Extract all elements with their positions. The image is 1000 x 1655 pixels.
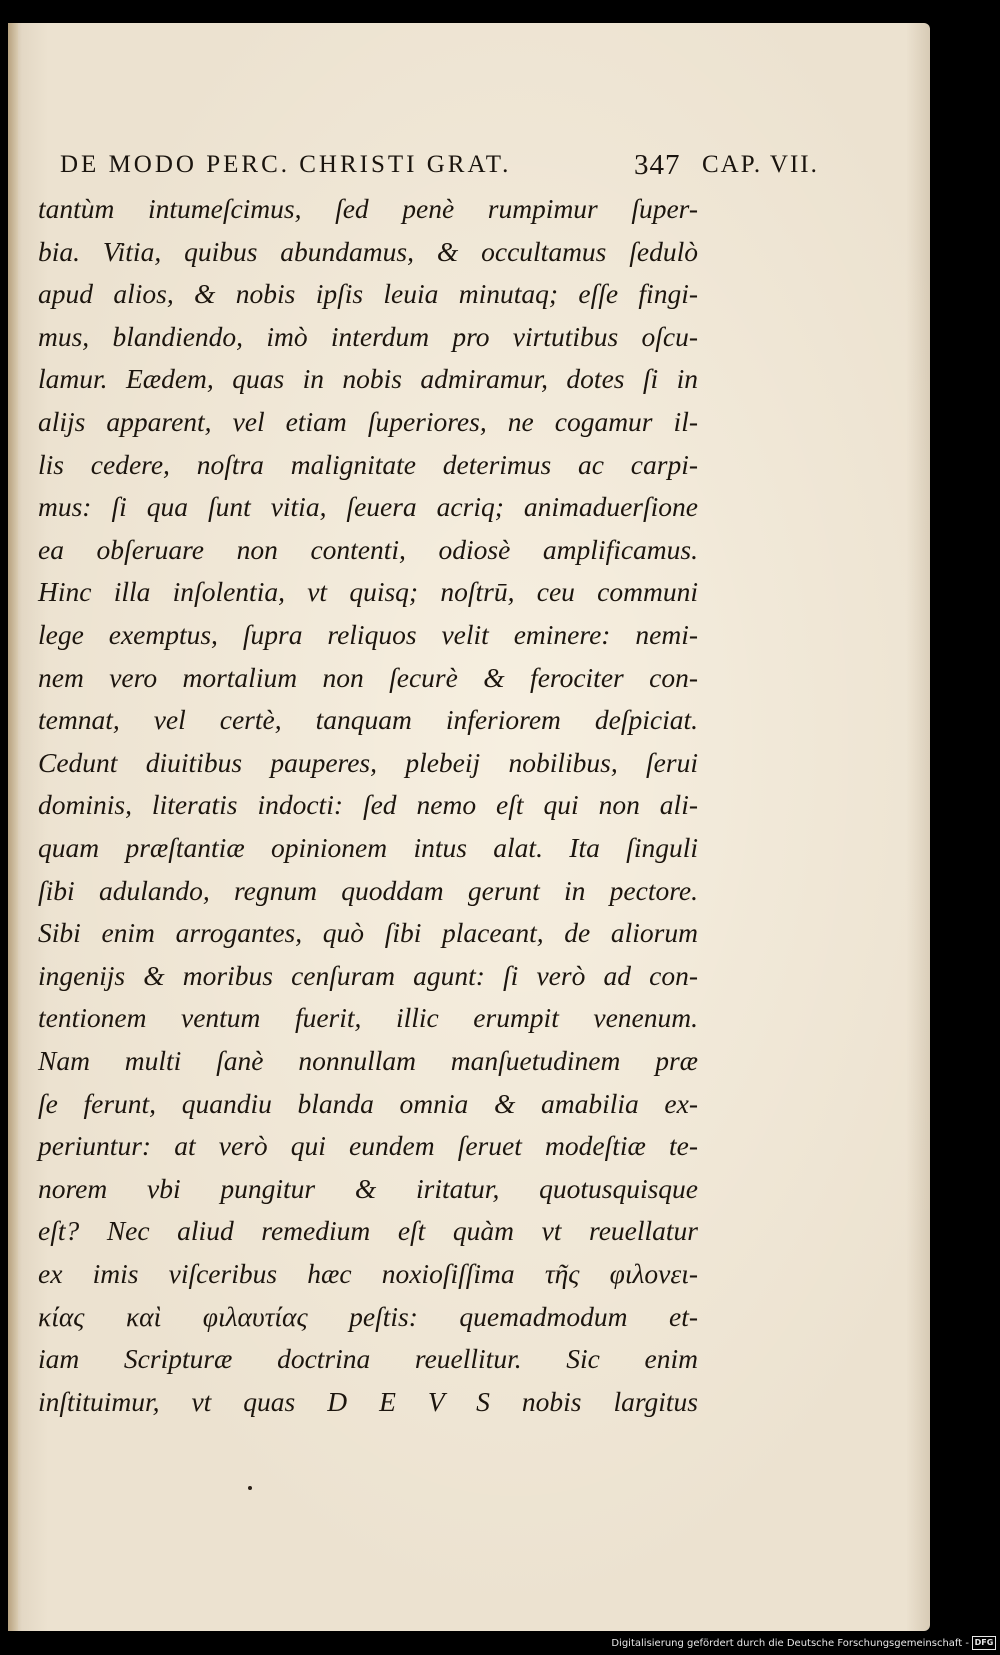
text-line: eſt? Nec aliud remedium eſt quàm vt reuellatur xyxy=(38,1215,698,1247)
text-line: norem vbi pungitur & iritatur, quotusquisque xyxy=(38,1172,698,1204)
text-line: iam Scripturæ doctrina reuellitur. Sic enim xyxy=(38,1343,698,1375)
text-line: κίας καὶ φιλαυτίας peſtis: quemadmodum et- xyxy=(38,1300,698,1332)
page-binding-edge xyxy=(8,23,18,1631)
text-line: inſtituimur, vt quas D E V S nobis largitus xyxy=(38,1385,698,1417)
text-line: temnat, vel certè, tanquam inferiorem deſpiciat. xyxy=(38,704,698,736)
text-line: bia. Vitia, quibus abundamus, & occultamus ſedulò xyxy=(38,235,698,267)
text-line: lamur. Eædem, quas in nobis admiramur, dotes ſi in xyxy=(38,363,698,395)
body-text xyxy=(38,189,698,1417)
footer-credit: Digitalisierung gefördert durch die Deutsche Forschungsgemeinschaft - xyxy=(611,1637,969,1649)
page-number: 347 xyxy=(634,149,681,181)
text-line: alijs apparent, vel etiam ſuperiores, ne cogamur il- xyxy=(38,406,698,437)
text-line: Hinc illa inſolentia, vt quisq; noſtrū, ceu communi xyxy=(38,576,698,608)
ink-speck xyxy=(248,1486,252,1490)
text-line: dominis, literatis indocti: ſed nemo eſt qui non ali- xyxy=(38,789,698,821)
text-line: Sibi enim arrogantes, quò ſibi placeant, de aliorum xyxy=(38,917,698,949)
text-line: ex imis viſceribus hæc noxioſiſſima τῆς φιλονει- xyxy=(38,1258,698,1289)
text-line: ſe ferunt, quandiu blanda omnia & amabilia ex- xyxy=(38,1087,698,1119)
text-line: periuntur: at verò qui eundem ſeruet modeſtiæ te- xyxy=(38,1130,698,1162)
text-line: ſibi adulando, regnum quoddam gerunt in pectore. xyxy=(38,874,698,906)
text-line: nem vero mortalium non ſecurè & ferociter con- xyxy=(38,661,698,693)
text-line: Nam multi ſanè nonnullam manſuetudinem præ xyxy=(38,1045,698,1076)
text-line: ingenijs & moribus cenſuram agunt: ſi verò ad con- xyxy=(38,959,698,991)
book-page xyxy=(8,23,930,1631)
running-title: DE MODO PERC. CHRISTI GRAT. xyxy=(60,151,512,178)
text-line: ea obſeruare non contenti, odiosè amplificamus. xyxy=(38,533,698,565)
text-line: apud alios, & nobis ipſis leuia minutaq; eſſe fingi- xyxy=(38,278,698,310)
text-line: tentionem ventum fuerit, illic erumpit venenum. xyxy=(38,1002,698,1034)
text-line: Cedunt diuitibus pauperes, plebeij nobilibus, ſerui xyxy=(38,746,698,778)
text-line: mus, blandiendo, imò interdum pro virtutibus oſcu- xyxy=(38,320,698,352)
text-line: lis cedere, noſtra malignitate deterimus ac carpi- xyxy=(38,448,698,480)
dfg-logo-icon: DFG xyxy=(972,1636,996,1650)
chapter-heading: CAP. VII. xyxy=(702,151,819,178)
text-line: tantùm intumeſcimus, ſed penè rumpimur ſuper- xyxy=(38,193,698,224)
page-header xyxy=(60,141,860,185)
text-line: lege exemptus, ſupra reliquos velit eminere: nemi- xyxy=(38,619,698,650)
text-line: quam præſtantiæ opinionem intus alat. Ita ſinguli xyxy=(38,832,698,863)
digitization-footer xyxy=(611,1633,996,1653)
text-line: mus: ſi qua ſunt vitia, ſeuera acriq; animaduerſione xyxy=(38,491,698,523)
